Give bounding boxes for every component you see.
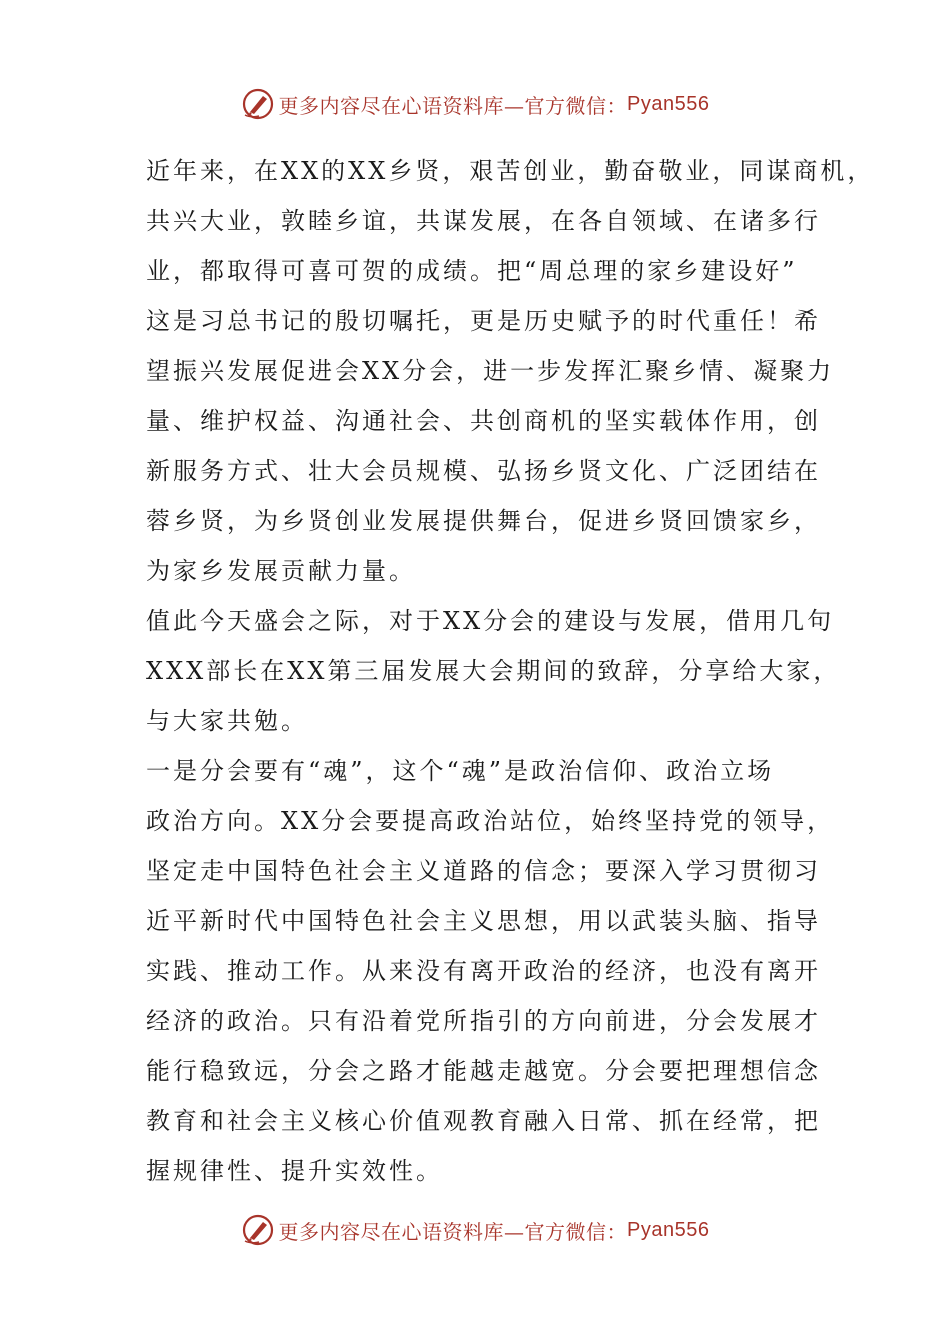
header-banner [0, 84, 950, 124]
text-line: 为家乡发展贡献力量。 [146, 557, 416, 585]
document-body [146, 146, 875, 1196]
banner-text: 更多内容尽在心语资料库—官方微信： [278, 1219, 628, 1244]
text-line: 能行稳致远，分会之路才能越走越宽。分会要把理想信念 [146, 1057, 821, 1085]
text-line: 这是习总书记的殷切嘱托，更是历史赋予的时代重任！希 [146, 307, 821, 335]
text-line: 近年来，在XX的XX乡贤，艰苦创业，勤奋敬业，同谋商机， [146, 157, 875, 185]
pen-logo-icon [241, 87, 275, 121]
banner-text: 更多内容尽在心语资料库—官方微信： [278, 93, 628, 118]
text-line: 量、维护权益、沟通社会、共创商机的坚实载体作用，创 [146, 407, 821, 435]
text-line: 经济的政治。只有沿着党所指引的方向前进，分会发展才 [146, 1007, 821, 1035]
footer-banner [0, 1210, 950, 1250]
text-line: 一是分会要有“魂”，这个“魂”是政治信仰、政治立场 [146, 757, 775, 785]
text-line: XXX部长在XX第三届发展大会期间的致辞，分享给大家， [146, 657, 841, 685]
text-line: 共兴大业，敦睦乡谊，共谋发展，在各自领域、在诸多行 [146, 207, 821, 235]
wechat-id: Pyan556 [627, 92, 710, 115]
text-line: 与大家共勉。 [146, 707, 308, 735]
text-line: 望振兴发展促进会XX分会，进一步发挥汇聚乡情、凝聚力 [146, 357, 835, 385]
text-line: 值此今天盛会之际，对于XX分会的建设与发展，借用几句 [146, 607, 835, 635]
text-line: 新服务方式、壮大会员规模、弘扬乡贤文化、广泛团结在 [146, 457, 821, 485]
text-line: 教育和社会主义核心价值观教育融入日常、抓在经常，把 [146, 1107, 821, 1135]
text-line: 业，都取得可喜可贺的成绩。把“周总理的家乡建设好” [146, 257, 798, 285]
pen-logo-icon [241, 1213, 275, 1247]
text-line: 实践、推动工作。从来没有离开政治的经济，也没有离开 [146, 957, 821, 985]
wechat-id: Pyan556 [627, 1218, 710, 1241]
text-line: 近平新时代中国特色社会主义思想，用以武装头脑、指导 [146, 907, 821, 935]
text-line: 坚定走中国特色社会主义道路的信念；要深入学习贯彻习 [146, 857, 821, 885]
text-line: 蓉乡贤，为乡贤创业发展提供舞台，促进乡贤回馈家乡， [146, 507, 821, 535]
text-line: 政治方向。XX分会要提高政治站位，始终坚持党的领导， [146, 807, 835, 835]
text-line: 握规律性、提升实效性。 [146, 1157, 443, 1185]
